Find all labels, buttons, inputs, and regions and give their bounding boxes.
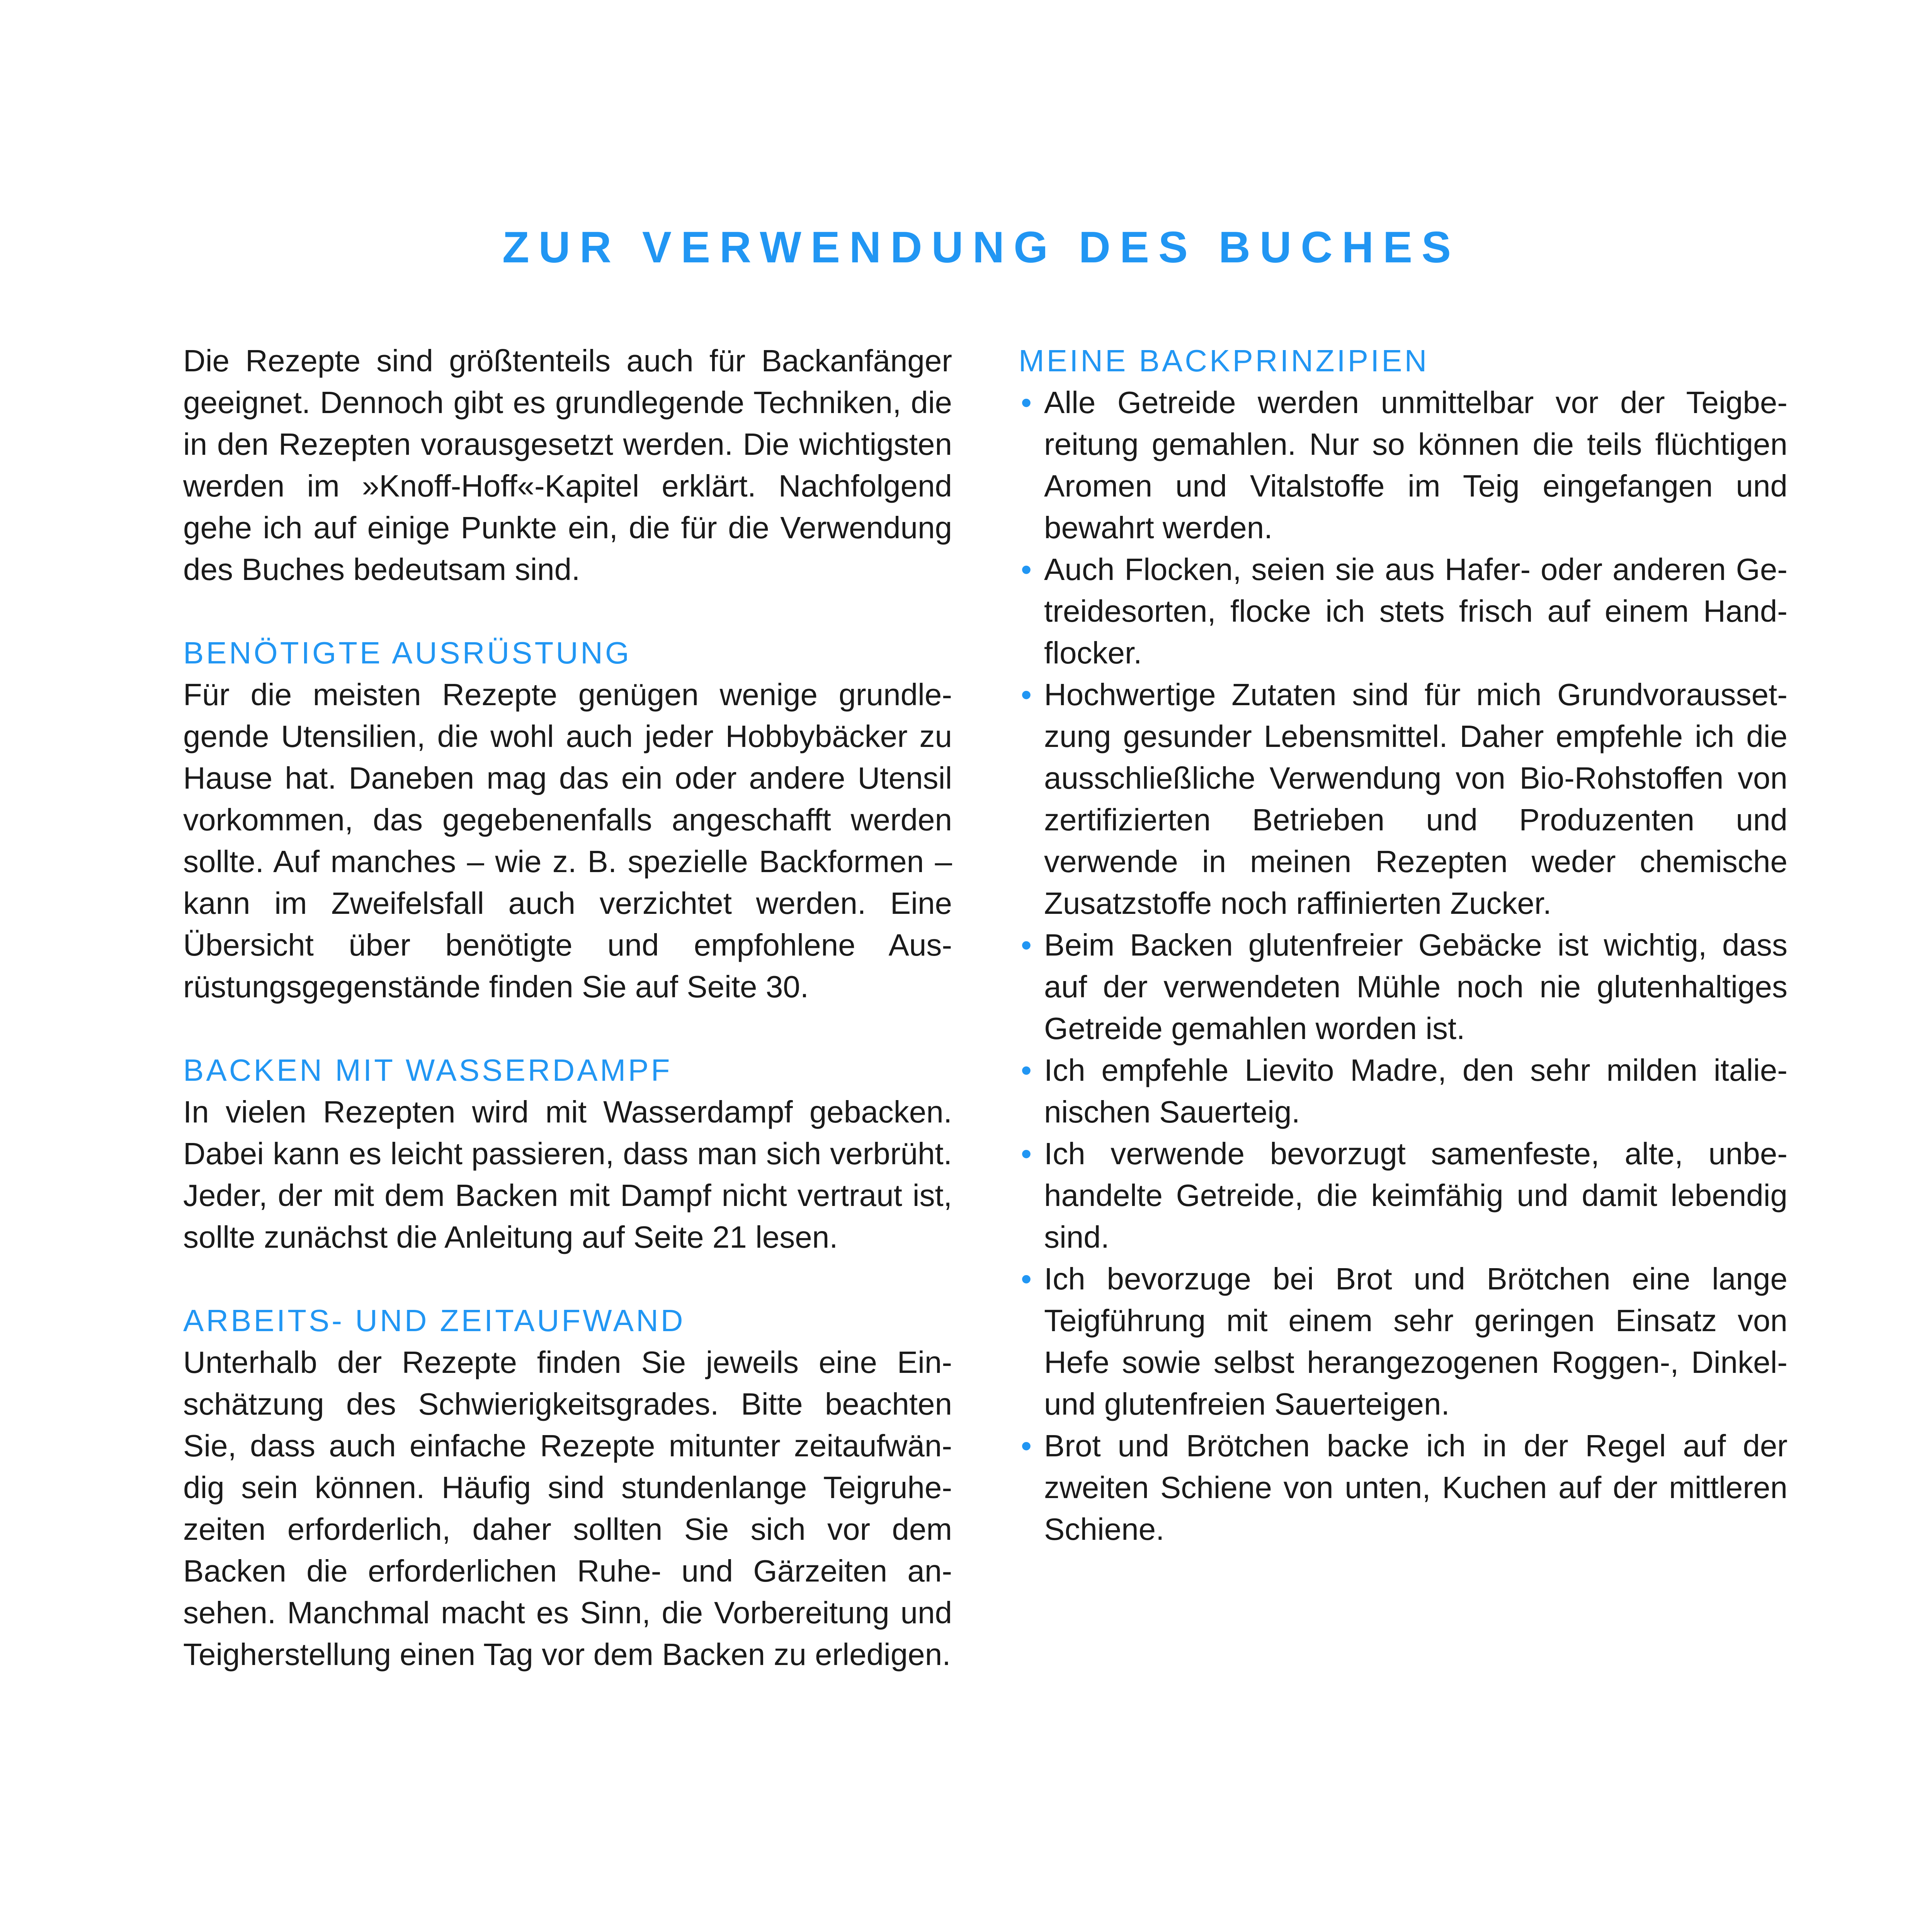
list-item-text: Ich bevorzuge bei Brot und Brötchen eine lange Teigführung mit einem sehr geringen Einsatz von Hefe sowie selbst herangezogenen Roggen-, Dinkel- und glutenfreien Sauerteigen. (1044, 1262, 1787, 1421)
principles-list (1019, 382, 1787, 1550)
list-item-text: Hochwertige Zutaten sind für mich Grundvoraussetzung gesunder Lebensmittel. Daher empfehle ich die ausschließliche Verwendung von Bio-Rohstoffen von zertifizierten Betrieben und Produzenten und verwende in meinen Rezepten weder chemische Zusatzstoffe noch raffinierten Zucker. (1044, 677, 1787, 920)
page-title: ZUR VERWENDUNG DES BUCHES (502, 223, 1461, 272)
intro-paragraph: Die Rezepte sind größtenteils auch für Backanfänger geeignet. Dennoch gibt es grundlegende Techniken, die in den Rezepten vorausgesetzt werden. Die wichtigsten werden im »Knoff-Hoff«-Kapitel erklärt. Nachfolgend gehe ich auf einige Punkte ein, die für die Verwendung des Buches bedeutsam sind. (183, 344, 952, 587)
right-column (1019, 340, 1787, 1550)
list-item (1019, 382, 1787, 549)
list-item (1019, 1133, 1787, 1258)
list-item-text: Auch Flocken, seien sie aus Hafer- oder anderen Getreidesorten, flocke ich stets frisch auf einem Handflocker. (1044, 552, 1787, 670)
list-item-text: Ich verwende bevorzugt samenfeste, alte, unbehandelte Getreide, die keimfähig und damit lebendig sind. (1044, 1136, 1787, 1254)
bullet-icon: • (1021, 385, 1032, 420)
section-heading-equipment: BENÖTIGTE AUSRÜSTUNG (183, 636, 632, 670)
list-item (1019, 1258, 1787, 1425)
bullet-icon: • (1021, 1262, 1032, 1296)
section-text-effort: Unterhalb der Rezepte finden Sie jeweils eine Einschätzung des Schwierigkeitsgrades. Bitte beachten Sie, dass auch einfache Rezepte mitunter zeitaufwändig sein können. Häufig sind stundenlange Teigruhezeiten erforderlich, daher sollten Sie sich vor dem Backen die erforderlichen Ruhe- und Gärzeiten ansehen. Manchmal macht es Sinn, die Vorbereitung und Teigherstellung einen Tag vor dem Backen zu erledigen. (183, 1345, 952, 1672)
list-item (1019, 924, 1787, 1049)
list-item (1019, 1425, 1787, 1550)
list-item-text: Beim Backen glutenfreier Gebäcke ist wichtig, dass auf der verwendeten Mühle noch nie glutenhaltiges Getreide gemahlen worden ist. (1044, 928, 1787, 1046)
section-heading-principles: MEINE BACKPRINZIPIEN (1019, 344, 1429, 378)
list-item-text: Ich empfehle Lievito Madre, den sehr milden italienischen Sauerteig. (1044, 1053, 1787, 1129)
bullet-icon: • (1021, 677, 1032, 712)
section-heading-effort: ARBEITS- UND ZEITAUFWAND (183, 1303, 685, 1338)
list-item (1019, 1049, 1787, 1133)
list-item-text: Alle Getreide werden unmittelbar vor der Teigbereitung gemahlen. Nur so können die teils flüchtigen Aromen und Vitalstoffe im Teig eingefangen und bewahrt werden. (1044, 385, 1787, 545)
section-heading-steam: BACKEN MIT WASSERDAMPF (183, 1053, 672, 1087)
bullet-icon: • (1021, 928, 1032, 962)
list-item-text: Brot und Brötchen backe ich in der Regel auf der zweiten Schiene von unten, Kuchen auf der mittleren Schiene. (1044, 1429, 1787, 1546)
list-item (1019, 549, 1787, 674)
bullet-icon: • (1021, 1053, 1032, 1087)
section-text-equipment: Für die meisten Rezepte genügen wenige grundlegende Utensilien, die wohl auch jeder Hobbybäcker zu Hause hat. Daneben mag das ein oder andere Utensil vorkommen, das gegebenenfalls angeschafft werden sollte. Auf manches – wie z. B. spezielle Backformen – kann im Zweifelsfall auch verzichtet werden. Eine Übersicht über benötigte und empfohlene Ausrüstungsgegenstände finden Sie auf Seite 30. (183, 677, 952, 1004)
left-column (183, 340, 952, 1675)
bullet-icon: • (1021, 1429, 1032, 1463)
list-item (1019, 674, 1787, 924)
bullet-icon: • (1021, 1136, 1032, 1171)
section-text-steam: In vielen Rezepten wird mit Wasserdampf gebacken. Dabei kann es leicht passieren, dass man sich verbrüht. Jeder, der mit dem Backen mit Dampf nicht vertraut ist, sollte zunächst die Anleitung auf Seite 21 lesen. (183, 1095, 952, 1254)
bullet-icon: • (1021, 552, 1032, 587)
